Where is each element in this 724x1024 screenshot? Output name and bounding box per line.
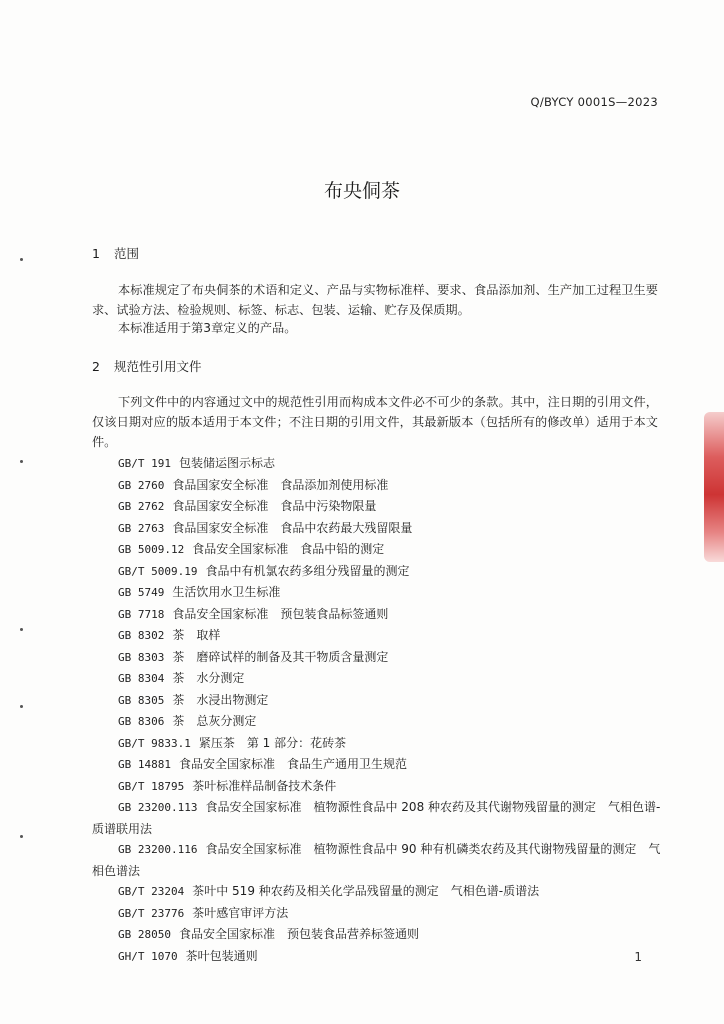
reference-name: 茶 水分测定 bbox=[172, 671, 245, 685]
reference-item bbox=[92, 797, 666, 839]
reference-name: 茶 总灰分测定 bbox=[172, 714, 257, 728]
reference-name: 食品中有机氯农药多组分残留量的测定 bbox=[205, 563, 410, 578]
reference-list bbox=[92, 453, 666, 967]
reference-item bbox=[92, 690, 666, 712]
reference-code: GB 8306 bbox=[118, 715, 165, 728]
reference-item bbox=[92, 754, 666, 776]
section-1-heading bbox=[92, 244, 139, 262]
reference-code: GB 28050 bbox=[118, 928, 171, 941]
reference-name: 茶叶感官审评方法 bbox=[192, 905, 289, 920]
reference-item bbox=[92, 733, 666, 755]
reference-code: GB/T 18795 bbox=[118, 779, 185, 793]
reference-name: 食品国家安全标准 食品中农药最大残留限量 bbox=[172, 520, 413, 535]
reference-item bbox=[92, 946, 666, 968]
reference-item bbox=[92, 496, 666, 518]
reference-code: GB 8304 bbox=[118, 672, 165, 685]
reference-code: GB 14881 bbox=[118, 758, 171, 771]
reference-code: GB 8305 bbox=[118, 693, 165, 707]
reference-name: 食品安全国家标准 预包装食品标签通则 bbox=[172, 606, 389, 621]
reference-code: GB 23200.116 bbox=[118, 843, 198, 856]
scan-dot bbox=[20, 460, 23, 463]
reference-item bbox=[92, 539, 666, 561]
reference-code: GB 8302 bbox=[118, 629, 165, 642]
reference-item bbox=[92, 647, 666, 669]
scan-dot bbox=[20, 835, 23, 838]
reference-item bbox=[92, 518, 666, 540]
reference-item bbox=[92, 881, 666, 903]
reference-name: 食品安全国家标准 植物源性食品中 90 种有机磷类农药及其代谢物残留量的测定 气相色谱法 bbox=[92, 842, 661, 878]
scan-dot bbox=[20, 258, 23, 261]
reference-item bbox=[92, 582, 666, 604]
reference-code: GB 8303 bbox=[118, 650, 165, 664]
reference-name: 食品国家安全标准 食品中污染物限量 bbox=[172, 499, 377, 513]
page-number: 1 bbox=[634, 950, 642, 964]
reference-code: GB 7718 bbox=[118, 607, 165, 621]
section-2-heading bbox=[92, 357, 202, 375]
reference-code: GB/T 191 bbox=[118, 457, 171, 470]
red-seal-stamp-edge bbox=[704, 412, 724, 562]
reference-item bbox=[92, 924, 666, 946]
reference-code: GB/T 9833.1 bbox=[118, 736, 191, 750]
reference-name: 茶叶包装通则 bbox=[185, 948, 258, 963]
reference-code: GB 5009.12 bbox=[118, 543, 185, 556]
reference-name: 食品安全国家标准 食品中铅的测定 bbox=[192, 542, 385, 556]
reference-name: 茶叶中 519 种农药及相关化学品残留量的测定 气相色谱-质谱法 bbox=[192, 884, 540, 898]
reference-code: GB/T 23776 bbox=[118, 906, 185, 920]
reference-code: GB 2760 bbox=[118, 478, 165, 492]
reference-item bbox=[92, 839, 666, 881]
reference-code: GB 23200.113 bbox=[118, 801, 198, 814]
reference-item bbox=[92, 561, 666, 583]
section-2-number: 2 bbox=[92, 359, 100, 374]
document-code: Q/BYCY 0001S—2023 bbox=[530, 95, 658, 109]
reference-code: GB/T 23204 bbox=[118, 885, 185, 898]
scan-dot bbox=[20, 705, 23, 708]
document-title: 布央侗茶 bbox=[323, 180, 400, 202]
reference-item bbox=[92, 625, 666, 647]
references-intro-paragraph: 下列文件中的内容通过文中的规范性引用而构成本文件必不可少的条款。其中，注日期的引用文件，仅该日期对应的版本适用于本文件；不注日期的引用文件，其最新版本（包括所有的修改单）适用于本文件。 bbox=[92, 395, 658, 449]
reference-code: GB 2762 bbox=[118, 500, 165, 513]
reference-name: 食品安全国家标准 植物源性食品中 208 种农药及其代谢物残留量的测定 气相色谱-质谱联用法 bbox=[92, 800, 661, 836]
reference-name: 生活饮用水卫生标准 bbox=[172, 585, 281, 599]
scope-paragraph-1: 本标准规定了布央侗茶的术语和定义、产品与实物标准样、要求、食品添加剂、生产加工过程卫生要求、试验方法、检验规则、标签、标志、包装、运输、贮存及保质期。 bbox=[92, 283, 658, 317]
reference-item bbox=[92, 903, 666, 925]
reference-item bbox=[92, 668, 666, 690]
reference-name: 茶 水浸出物测定 bbox=[172, 692, 269, 707]
reference-item bbox=[92, 711, 666, 733]
reference-name: 茶叶标准样品制备技术条件 bbox=[192, 778, 337, 793]
reference-code: GB/T 5009.19 bbox=[118, 564, 198, 578]
scan-dot bbox=[20, 628, 23, 631]
reference-item bbox=[92, 776, 666, 798]
reference-code: GB 2763 bbox=[118, 521, 165, 535]
reference-name: 紧压茶 第 1 部分：花砖茶 bbox=[198, 735, 347, 750]
section-2-title: 规范性引用文件 bbox=[114, 359, 202, 374]
reference-name: 食品国家安全标准 食品添加剂使用标准 bbox=[172, 477, 389, 492]
reference-item bbox=[92, 453, 666, 475]
reference-code: GH/T 1070 bbox=[118, 949, 178, 963]
reference-item bbox=[92, 604, 666, 626]
reference-name: 茶 磨碎试样的制备及其干物质含量测定 bbox=[172, 649, 389, 664]
section-1-number: 1 bbox=[92, 246, 100, 261]
reference-code: GB 5749 bbox=[118, 586, 165, 599]
reference-name: 食品安全国家标准 预包装食品营养标签通则 bbox=[178, 927, 419, 941]
scope-paragraph-2: 本标准适用于第3章定义的产品。 bbox=[118, 321, 297, 335]
reference-name: 食品安全国家标准 食品生产通用卫生规范 bbox=[178, 757, 407, 771]
section-1-title: 范围 bbox=[114, 246, 140, 261]
reference-name: 包装储运图示标志 bbox=[178, 456, 275, 470]
reference-item bbox=[92, 475, 666, 497]
reference-name: 茶 取样 bbox=[172, 628, 221, 642]
